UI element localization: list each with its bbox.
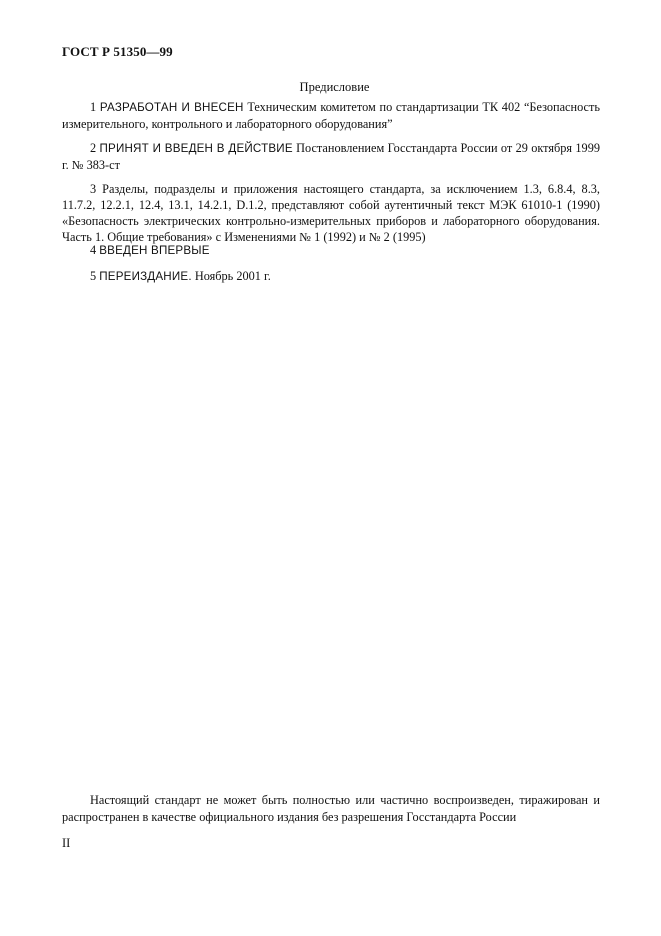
- page-number: II: [62, 836, 71, 850]
- paragraph-caps: ВВЕДЕН ВПЕРВЫЕ: [99, 244, 210, 257]
- paragraph-number: 2: [90, 141, 97, 155]
- copyright-notice: Настоящий стандарт не может быть полностью или частично воспроизведен, тиражирован и распространен в качестве официального издания без разрешения Госстандарта России: [62, 793, 600, 824]
- paragraph-adopted: [62, 140, 600, 173]
- paragraph-introduced: [62, 242, 600, 259]
- paragraph-developed: [62, 99, 600, 132]
- paragraph-text: Ноябрь 2001 г.: [194, 269, 271, 283]
- paragraph-number: 1: [90, 100, 97, 114]
- paragraph-text: Разделы, подразделы и приложения настоящего стандарта, за исключением 1.3, 6.8.4, 8.3, 11.7.2, 12.2.1, 12.4, 13.1, 14.2.1, D.1.2, представляют собой аутентичный текст МЭК 61010-1 (1990) «Безопасность электрических контрольно-измерительных приборов и лабораторного оборудования. Часть 1. Общие требования» с Изменениями № 1 (1992) и № 2 (1995): [62, 182, 600, 244]
- paragraph-caps: ПЕРЕИЗДАНИЕ.: [99, 270, 192, 283]
- paragraph-sections: [62, 181, 600, 245]
- paragraph-caps: РАЗРАБОТАН И ВНЕСЕН: [99, 101, 244, 114]
- paragraph-number: 4: [90, 243, 97, 257]
- paragraph-caps: ПРИНЯТ И ВВЕДЕН В ДЕЙСТВИЕ: [99, 142, 293, 155]
- paragraph-text: Техническим комитетом по стандартизации ТК 402 “Безопасность измерительного, контрольного и лабораторного оборудования”: [62, 100, 600, 131]
- section-title: Предисловие: [299, 80, 370, 94]
- paragraph-reissue: [62, 268, 600, 285]
- document-number: ГОСТ Р 51350—99: [62, 44, 173, 59]
- paragraph-text: Постановлением Госстандарта России от 29 октября 1999 г. № 383-ст: [62, 141, 601, 172]
- paragraph-number: 5: [90, 269, 97, 283]
- paragraph-number: 3: [90, 182, 97, 196]
